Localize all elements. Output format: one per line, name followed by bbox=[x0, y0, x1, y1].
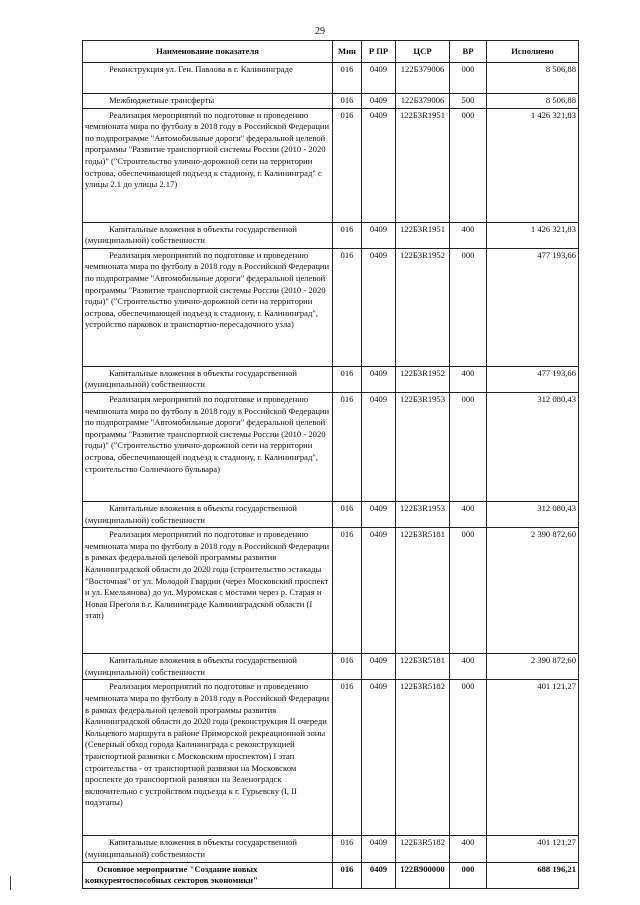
table-row bbox=[83, 94, 579, 109]
table-row bbox=[83, 654, 579, 680]
table-row bbox=[83, 392, 579, 501]
row-min: 016 bbox=[333, 108, 362, 222]
row-rpr: 0409 bbox=[362, 248, 396, 366]
header-min: Мин bbox=[333, 41, 362, 63]
row-vr: 000 bbox=[450, 392, 487, 501]
row-rpr: 0409 bbox=[362, 222, 396, 248]
row-min: 016 bbox=[333, 836, 362, 862]
row-name: Реализация мероприятий по подготовке и проведению чемпионата мира по футболу в 2018 году в Российской Федерации в рамках федеральной целевой программы развития Калининградской области до 2020 года (строительство эстакады "Восточная" от ул. Молодой Гвардии (через Московский проспект и ул. Емельянова) до ул. Муромская с мостами через р. Старая и Новая Преголя в г. Калининграде Калининградской области (I этап) bbox=[83, 528, 333, 654]
row-min: 016 bbox=[333, 392, 362, 501]
row-vr: 000 bbox=[450, 108, 487, 222]
row-name: Капитальные вложения в объекты государственной (муниципальной) собственности bbox=[83, 654, 333, 680]
row-vr: 400 bbox=[450, 501, 487, 527]
row-csr: 122Б3R1952 bbox=[396, 366, 450, 392]
row-executed: 2 390 872,60 bbox=[487, 528, 579, 654]
row-rpr: 0409 bbox=[362, 501, 396, 527]
row-rpr: 0409 bbox=[362, 680, 396, 836]
table-row bbox=[83, 528, 579, 654]
row-executed: 312 080,43 bbox=[487, 392, 579, 501]
header-executed: Исполнено bbox=[487, 41, 579, 63]
row-executed: 401 121,27 bbox=[487, 680, 579, 836]
row-csr: 122Б379006 bbox=[396, 94, 450, 109]
row-min: 016 bbox=[333, 248, 362, 366]
table-row bbox=[83, 862, 579, 888]
row-vr: 000 bbox=[450, 63, 487, 94]
header-rpr: Р ПР bbox=[362, 41, 396, 63]
table-header-row bbox=[83, 41, 579, 63]
row-name: Межбюджетные трансферты bbox=[83, 94, 333, 109]
row-name: Реконструкция ул. Ген. Павлова в г. Калининграде bbox=[83, 63, 333, 94]
row-vr: 000 bbox=[450, 680, 487, 836]
row-name: Капитальные вложения в объекты государственной (муниципальной) собственности bbox=[83, 366, 333, 392]
row-name: Капитальные вложения в объекты государственной (муниципальной) собственности bbox=[83, 836, 333, 862]
header-name: Наименование показателя bbox=[83, 41, 333, 63]
row-name: Основное мероприятие "Создание новых конкурентоспособных секторов экономики" bbox=[83, 862, 333, 888]
table-row bbox=[83, 366, 579, 392]
row-csr: 122Б3R1951 bbox=[396, 108, 450, 222]
table-row bbox=[83, 248, 579, 366]
row-vr: 500 bbox=[450, 94, 487, 109]
row-executed: 401 121,27 bbox=[487, 836, 579, 862]
page-number: 29 bbox=[315, 26, 325, 37]
row-vr: 400 bbox=[450, 222, 487, 248]
row-vr: 000 bbox=[450, 528, 487, 654]
row-vr: 400 bbox=[450, 366, 487, 392]
row-csr: 122Б379006 bbox=[396, 63, 450, 94]
table-row bbox=[83, 680, 579, 836]
row-rpr: 0409 bbox=[362, 862, 396, 888]
row-executed: 8 506,88 bbox=[487, 94, 579, 109]
row-executed: 1 426 321,83 bbox=[487, 222, 579, 248]
table-row bbox=[83, 222, 579, 248]
row-min: 016 bbox=[333, 862, 362, 888]
row-min: 016 bbox=[333, 222, 362, 248]
row-rpr: 0409 bbox=[362, 528, 396, 654]
budget-table bbox=[82, 40, 579, 889]
row-csr: 122Б3R5181 bbox=[396, 654, 450, 680]
row-csr: 122Б3R1953 bbox=[396, 392, 450, 501]
row-csr: 122Б3R5182 bbox=[396, 836, 450, 862]
table-row bbox=[83, 501, 579, 527]
row-rpr: 0409 bbox=[362, 366, 396, 392]
row-rpr: 0409 bbox=[362, 392, 396, 501]
header-vr: ВР bbox=[450, 41, 487, 63]
row-rpr: 0409 bbox=[362, 836, 396, 862]
row-csr: 122В900000 bbox=[396, 862, 450, 888]
row-executed: 477 193,66 bbox=[487, 248, 579, 366]
row-name: Реализация мероприятий по подготовке и проведению чемпионата мира по футболу в 2018 году в Российской Федерации по подпрограмме "Автомобильные дороги" федеральной целевой программы "Развитие транспортной системы России (2010 - 2020 годы)" ("Строительство улично-дорожной сети на территории острова, обеспечивающей подъезд к стадиону, г. Калининград", устройство парковок и транспортно-пересадочного узла) bbox=[83, 248, 333, 366]
row-rpr: 0409 bbox=[362, 63, 396, 94]
row-min: 016 bbox=[333, 501, 362, 527]
table-row bbox=[83, 836, 579, 862]
row-rpr: 0409 bbox=[362, 654, 396, 680]
row-name: Реализация мероприятий по подготовке и проведению чемпионата мира по футболу в 2018 году в Российской Федерации в рамках федеральной целевой программы развития Калининградской области до 2020 года (реконструкция II очереди Кольцевого маршрута в районе Приморской рекреационной зоны (Северный обход города Калининграда с реконструкцией транспортной развязки с Московским проспектом) I этап строительства - от транспортной развязки на Московском проспекте до транспортной развязки на Зеленоградск включительно с устройством подъезда к г. Гурьевску (I, II подэтапы) bbox=[83, 680, 333, 836]
row-executed: 688 196,21 bbox=[487, 862, 579, 888]
row-min: 016 bbox=[333, 528, 362, 654]
row-vr: 000 bbox=[450, 862, 487, 888]
table-row bbox=[83, 63, 579, 94]
scan-margin-mark bbox=[10, 876, 11, 890]
row-vr: 000 bbox=[450, 248, 487, 366]
row-csr: 122Б3R1951 bbox=[396, 222, 450, 248]
row-executed: 2 390 872,60 bbox=[487, 654, 579, 680]
row-name: Капитальные вложения в объекты государственной (муниципальной) собственности bbox=[83, 222, 333, 248]
row-executed: 312 080,43 bbox=[487, 501, 579, 527]
row-rpr: 0409 bbox=[362, 94, 396, 109]
row-executed: 1 426 321,83 bbox=[487, 108, 579, 222]
row-vr: 400 bbox=[450, 836, 487, 862]
row-csr: 122Б3R5182 bbox=[396, 680, 450, 836]
table-row bbox=[83, 108, 579, 222]
row-executed: 477 193,66 bbox=[487, 366, 579, 392]
row-name: Реализация мероприятий по подготовке и проведению чемпионата мира по футболу в 2018 году в Российской Федерации по подпрограмме "Автомобильные дороги" федеральной целевой программы "Развитие транспортной системы России (2010 - 2020 годы)" ("Строительство улично-дорожной сети на территории острова, обеспечивающей подъезд к стадиону, г. Калининград", строительство Солнечного бульвара) bbox=[83, 392, 333, 501]
row-csr: 122Б3R5181 bbox=[396, 528, 450, 654]
row-name: Реализация мероприятий по подготовке и проведению чемпионата мира по футболу в 2018 году в Российской Федерации по подпрограмме "Автомобильные дороги" федеральной целевой программы "Развитие транспортной системы России (2010 - 2020 годы)" ("Строительство улично-дорожной сети на территории острова, обеспечивающей подъезд к стадиону, г. Калининград" с улицы 2.1 до улицы 2.17) bbox=[83, 108, 333, 222]
header-csr: ЦСР bbox=[396, 41, 450, 63]
row-csr: 122Б3R1953 bbox=[396, 501, 450, 527]
row-name: Капитальные вложения в объекты государственной (муниципальной) собственности bbox=[83, 501, 333, 527]
row-min: 016 bbox=[333, 63, 362, 94]
row-rpr: 0409 bbox=[362, 108, 396, 222]
row-min: 016 bbox=[333, 654, 362, 680]
row-vr: 400 bbox=[450, 654, 487, 680]
row-min: 016 bbox=[333, 366, 362, 392]
row-min: 016 bbox=[333, 94, 362, 109]
row-csr: 122Б3R1952 bbox=[396, 248, 450, 366]
row-min: 016 bbox=[333, 680, 362, 836]
row-executed: 8 506,88 bbox=[487, 63, 579, 94]
